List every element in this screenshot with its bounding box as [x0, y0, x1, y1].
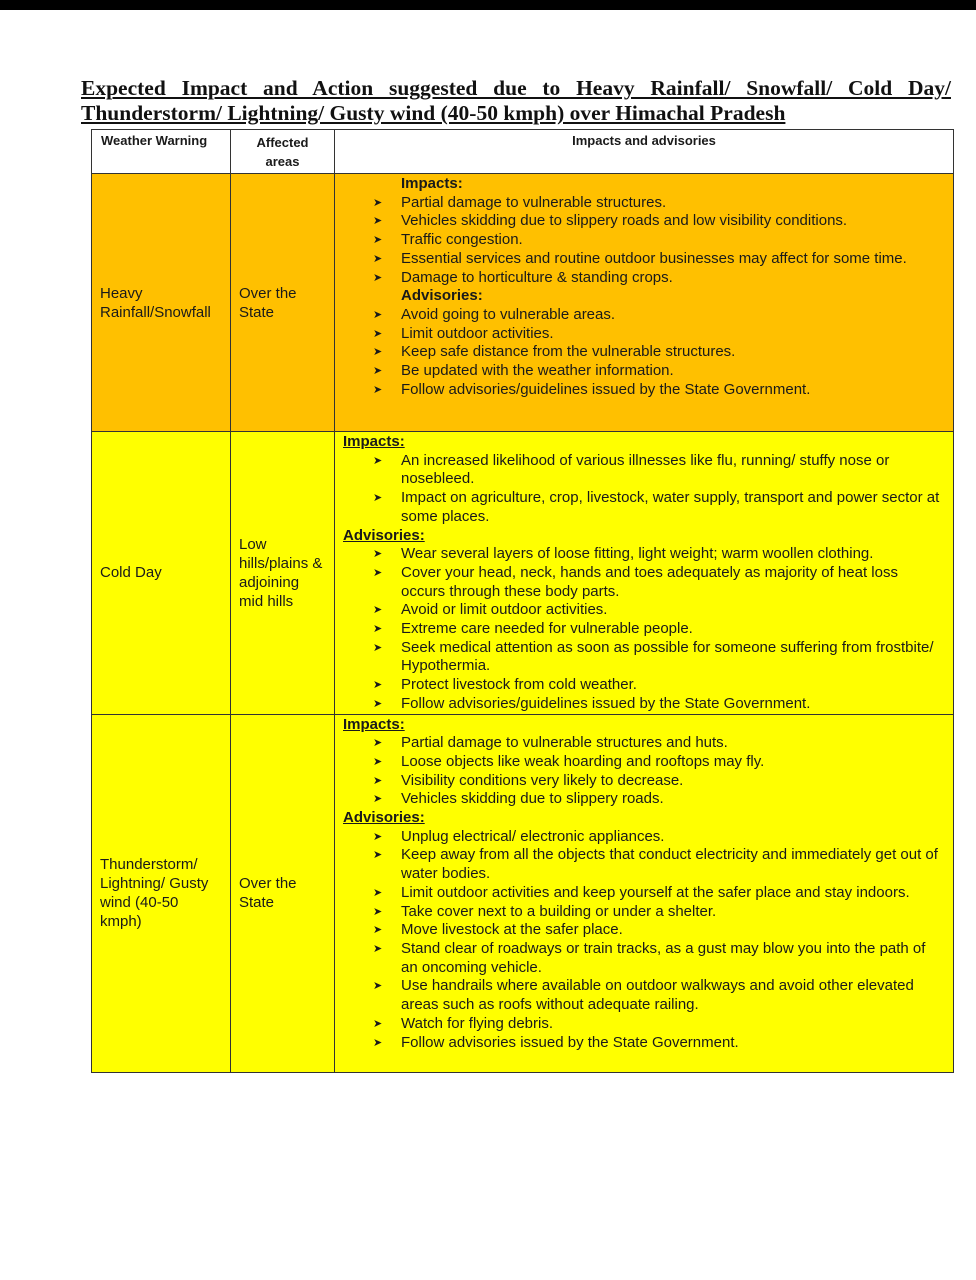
impacts-list [335, 734, 953, 809]
table-row [92, 432, 954, 715]
list-item [335, 884, 953, 903]
list-item-text: Stand clear of roadways or train tracks, as a gust may blow you into the path of an oncoming vehicle. [401, 939, 926, 976]
impacts-advisories-cell [335, 174, 954, 432]
arrowhead-bullet-icon: ➤ [373, 793, 383, 806]
advisories-heading: Advisories: [343, 526, 425, 544]
list-item [335, 452, 953, 489]
list-item-text: Be updated with the weather information. [401, 362, 674, 380]
list-item [335, 753, 953, 772]
list-item-text: Take cover next to a building or under a shelter. [401, 902, 717, 920]
arrowhead-bullet-icon: ➤ [373, 346, 383, 359]
list-item [335, 903, 953, 922]
title-line-2: Thunderstorm/ Lightning/ Gusty wind (40-50 kmph) over Himachal Pradesh [81, 101, 786, 125]
arrowhead-bullet-icon: ➤ [373, 755, 383, 768]
header-affected-areas-text: Affected areas [256, 135, 309, 169]
impacts-list [335, 194, 953, 288]
list-item-text: Unplug electrical/ electronic appliances. [401, 827, 665, 845]
affected-area-text: Over the State [239, 875, 297, 912]
list-item-text: Follow advisories issued by the State Government. [401, 1033, 739, 1051]
arrowhead-bullet-icon: ➤ [373, 327, 383, 340]
arrowhead-bullet-icon: ➤ [373, 234, 383, 247]
list-item-text: An increased likelihood of various illnesses like flu, running/ stuffy nose or nosebleed. [401, 451, 890, 488]
weather-warning-cell [92, 432, 231, 715]
list-item [335, 940, 953, 977]
arrowhead-bullet-icon: ➤ [373, 924, 383, 937]
affected-area-cell [231, 174, 335, 432]
list-item-text: Keep away from all the objects that conduct electricity and immediately get out of water bodies. [401, 846, 938, 883]
weather-warning-text: Cold Day [100, 564, 162, 582]
list-item-text: Partial damage to vulnerable structures. [401, 193, 667, 211]
impacts-heading: Impacts: [343, 433, 405, 450]
advisories-heading: Advisories: [401, 287, 483, 305]
arrowhead-bullet-icon: ➤ [373, 252, 383, 265]
arrowhead-bullet-icon: ➤ [373, 365, 383, 378]
impacts-advisories-cell [335, 714, 954, 1072]
arrowhead-bullet-icon: ➤ [373, 679, 383, 692]
list-item [335, 790, 953, 809]
list-item-text: Seek medical attention as soon as possible for someone suffering from frostbite/ Hypothermia. [401, 638, 934, 675]
list-item [335, 772, 953, 791]
arrowhead-bullet-icon: ➤ [373, 905, 383, 918]
list-item-text: Vehicles skidding due to slippery roads. [401, 790, 664, 808]
arrowhead-bullet-icon: ➤ [373, 849, 383, 862]
advisory-table [91, 129, 954, 1073]
list-item-text: Cover your head, neck, hands and toes adequately as majority of heat loss occurs through these body parts. [401, 563, 898, 600]
advisories-list [335, 306, 953, 400]
impacts-advisories-cell [335, 432, 954, 715]
list-item-text: Vehicles skidding due to slippery roads and low visibility conditions. [401, 212, 848, 230]
list-item-text: Damage to horticulture & standing crops. [401, 268, 673, 286]
list-item [335, 601, 953, 620]
arrowhead-bullet-icon: ➤ [373, 492, 383, 505]
title-line-1: Expected Impact and Action suggested due to Heavy Rainfall/ Snowfall/ Cold Day/ [81, 76, 951, 100]
arrowhead-bullet-icon: ➤ [373, 737, 383, 750]
arrowhead-bullet-icon: ➤ [373, 1017, 383, 1030]
list-item-text: Use handrails where available on outdoor walkways and avoid other elevated areas such as roofs without adequate railing. [401, 977, 914, 1014]
list-item [335, 921, 953, 940]
list-item [335, 1034, 953, 1053]
list-item-text: Impact on agriculture, crop, livestock, water supply, transport and power sector at some places. [401, 489, 940, 525]
weather-warning-text: Thunderstorm/ Lightning/ Gusty wind (40-50 kmph) [100, 856, 209, 931]
arrowhead-bullet-icon: ➤ [373, 454, 383, 467]
impacts-list [335, 452, 953, 527]
list-item-text: Move livestock at the safer place. [401, 921, 623, 939]
list-item-text: Partial damage to vulnerable structures and huts. [401, 734, 728, 752]
list-item-text: Watch for flying debris. [401, 1014, 553, 1032]
arrowhead-bullet-icon: ➤ [373, 566, 383, 579]
list-item [335, 1015, 953, 1034]
arrowhead-bullet-icon: ➤ [373, 383, 383, 396]
list-item-text: Keep safe distance from the vulnerable structures. [401, 343, 736, 361]
affected-area-text: Over the State [239, 284, 297, 321]
list-item [335, 381, 953, 400]
arrowhead-bullet-icon: ➤ [373, 697, 383, 710]
header-affected-areas [231, 130, 335, 174]
list-item [335, 269, 953, 288]
list-item [335, 231, 953, 250]
arrowhead-bullet-icon: ➤ [373, 623, 383, 636]
arrowhead-bullet-icon: ➤ [373, 980, 383, 993]
arrowhead-bullet-icon: ➤ [373, 548, 383, 561]
list-item-text: Visibility conditions very likely to decrease. [401, 771, 684, 789]
arrowhead-bullet-icon: ➤ [373, 1036, 383, 1049]
affected-area-cell [231, 432, 335, 715]
list-item [335, 250, 953, 269]
affected-area-cell [231, 714, 335, 1072]
list-item [335, 306, 953, 325]
arrowhead-bullet-icon: ➤ [373, 604, 383, 617]
list-item [335, 194, 953, 213]
list-item [335, 695, 953, 714]
list-item [335, 325, 953, 344]
list-item [335, 828, 953, 847]
list-item [335, 846, 953, 883]
document-title [81, 76, 951, 126]
arrowhead-bullet-icon: ➤ [373, 774, 383, 787]
list-item-text: Wear several layers of loose fitting, light weight; warm woollen clothing. [401, 545, 874, 563]
list-item [335, 639, 953, 676]
header-impacts-advisories: Impacts and advisories [335, 130, 954, 174]
list-item [335, 676, 953, 695]
arrowhead-bullet-icon: ➤ [373, 830, 383, 843]
list-item [335, 362, 953, 381]
impacts-heading: Impacts: [343, 715, 405, 733]
list-item-text: Protect livestock from cold weather. [401, 676, 637, 694]
list-item-text: Avoid going to vulnerable areas. [401, 305, 616, 323]
arrowhead-bullet-icon: ➤ [373, 196, 383, 209]
arrowhead-bullet-icon: ➤ [373, 215, 383, 228]
list-item-text: Loose objects like weak hoarding and rooftops may fly. [401, 752, 765, 770]
list-item-text: Traffic congestion. [401, 231, 523, 249]
header-weather-warning: Weather Warning [92, 130, 231, 174]
list-item [335, 212, 953, 231]
list-item [335, 564, 953, 601]
advisories-list [335, 545, 953, 713]
arrowhead-bullet-icon: ➤ [373, 271, 383, 284]
advisories-list [335, 828, 953, 1052]
weather-warning-text: Heavy Rainfall/Snowfall [100, 284, 211, 321]
list-item-text: Limit outdoor activities. [401, 324, 554, 342]
weather-warning-cell [92, 174, 231, 432]
table-header-row [92, 130, 954, 174]
list-item-text: Follow advisories/guidelines issued by the State Government. [401, 694, 811, 712]
impacts-heading: Impacts: [401, 175, 463, 192]
arrowhead-bullet-icon: ➤ [373, 886, 383, 899]
list-item-text: Extreme care needed for vulnerable people. [401, 620, 693, 638]
arrowhead-bullet-icon: ➤ [373, 641, 383, 654]
list-item [335, 343, 953, 362]
arrowhead-bullet-icon: ➤ [373, 942, 383, 955]
advisories-heading: Advisories: [343, 809, 425, 827]
weather-warning-cell [92, 714, 231, 1072]
list-item-text: Essential services and routine outdoor businesses may affect for some time. [401, 249, 907, 267]
table-row [92, 174, 954, 432]
list-item [335, 489, 953, 526]
list-item [335, 620, 953, 639]
top-black-bar [0, 0, 976, 10]
affected-area-text: Low hills/plains & adjoining mid hills [239, 535, 323, 610]
list-item-text: Limit outdoor activities and keep yourself at the safer place and stay indoors. [401, 883, 910, 901]
arrowhead-bullet-icon: ➤ [373, 308, 383, 321]
list-item [335, 977, 953, 1014]
list-item-text: Follow advisories/guidelines issued by the State Government. [401, 380, 811, 398]
list-item [335, 734, 953, 753]
table-row [92, 714, 954, 1072]
list-item [335, 545, 953, 564]
list-item-text: Avoid or limit outdoor activities. [401, 601, 608, 619]
